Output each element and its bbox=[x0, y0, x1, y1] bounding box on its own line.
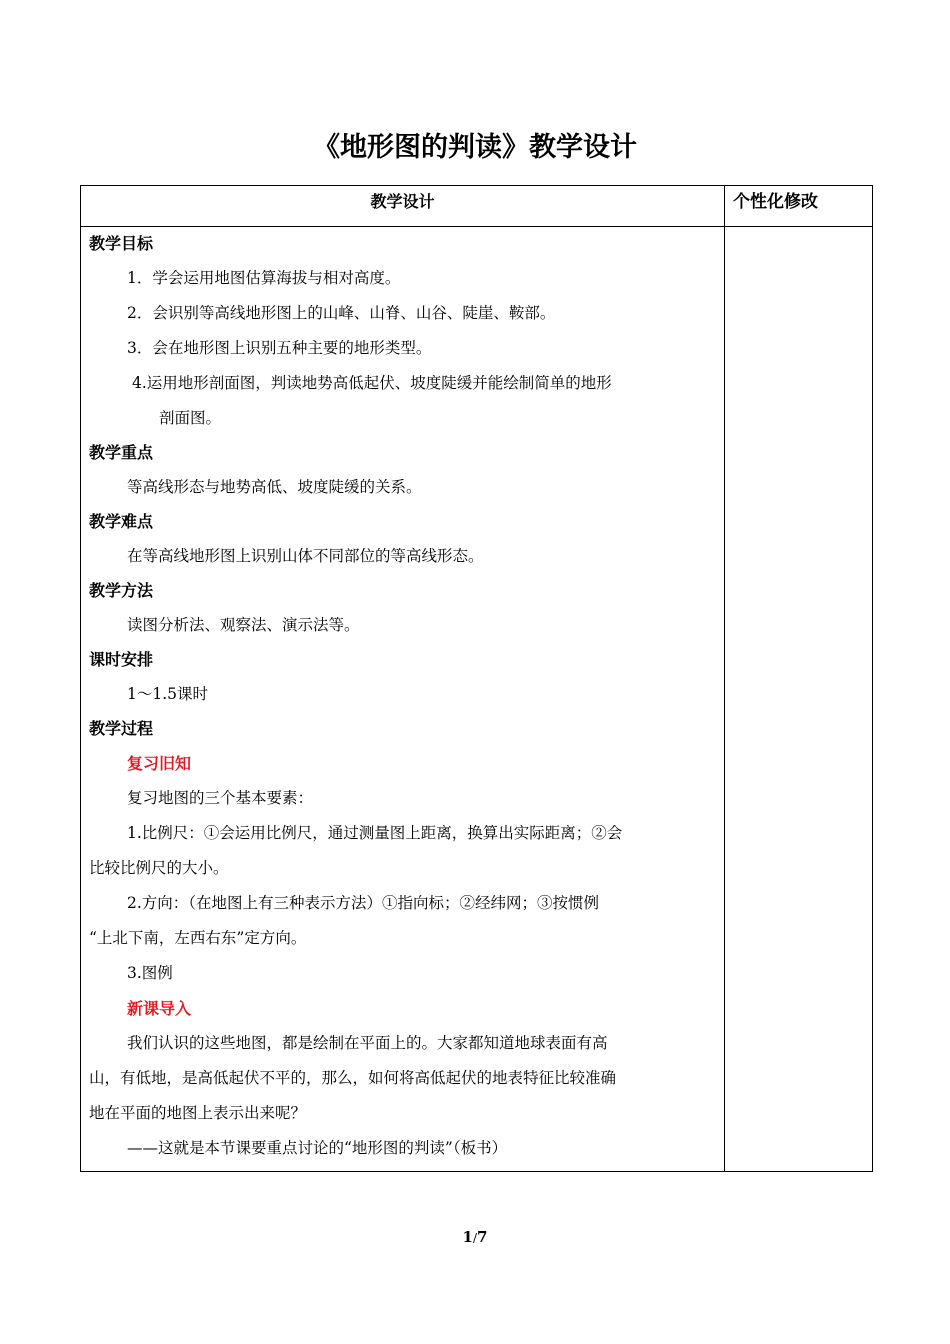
key-points-heading: 教学重点 bbox=[89, 443, 154, 462]
page-separator: / bbox=[472, 1231, 478, 1245]
objective-item-4-line-1: 4.运用地形剖面图，判读地势高低起伏、坡度陡缓并能绘制简单的地形 bbox=[132, 374, 612, 392]
page-number bbox=[0, 1228, 950, 1246]
header-teaching-design: 教学设计 bbox=[81, 186, 725, 227]
objective-item-4-line-2: 剖面图。 bbox=[159, 409, 222, 427]
table-body-row bbox=[81, 227, 873, 1172]
total-pages: 7 bbox=[477, 1228, 488, 1246]
schedule-heading: 课时安排 bbox=[89, 650, 154, 669]
review-intro: 复习地图的三个基本要素： bbox=[127, 789, 314, 807]
intro-line-3: 地在平面的地图上表示出来呢？ bbox=[89, 1104, 307, 1122]
methods-text: 读图分析法、观察法、演示法等。 bbox=[127, 616, 360, 634]
direction-line-1: 2.方向：（在地图上有三种表示方法）①指向标；②经纬网；③按惯例 bbox=[127, 894, 600, 912]
lesson-plan-table bbox=[80, 185, 873, 1172]
teaching-design-content bbox=[81, 227, 725, 1172]
intro-line-1: 我们认识的这些地图，都是绘制在平面上的。大家都知道地球表面有高 bbox=[127, 1034, 608, 1052]
difficulties-text: 在等高线地形图上识别山体不同部位的等高线形态。 bbox=[127, 547, 484, 565]
new-lesson-heading: 新课导入 bbox=[127, 999, 192, 1018]
legend-line: 3.图例 bbox=[127, 964, 173, 982]
table-header-row bbox=[81, 186, 873, 227]
key-points-text: 等高线形态与地势高低、坡度陡缓的关系。 bbox=[127, 478, 422, 496]
personal-edit-column bbox=[725, 227, 873, 1172]
methods-heading: 教学方法 bbox=[89, 581, 154, 600]
scale-line-2: 比较比例尺的大小。 bbox=[89, 859, 229, 877]
intro-line-4: ——这就是本节课要重点讨论的“地形图的判读”（板书） bbox=[127, 1139, 508, 1157]
review-heading: 复习旧知 bbox=[127, 754, 192, 773]
document-title: 《地形图的判读》教学设计 bbox=[313, 132, 637, 163]
difficulties-heading: 教学难点 bbox=[89, 512, 154, 531]
intro-line-2: 山，有低地，是高低起伏不平的，那么，如何将高低起伏的地表特征比较准确 bbox=[89, 1069, 617, 1087]
objectives-heading: 教学目标 bbox=[89, 234, 154, 253]
objective-item-1: 1．学会运用地图估算海拔与相对高度。 bbox=[127, 269, 401, 287]
objective-item-3: 3．会在地形图上识别五种主要的地形类型。 bbox=[127, 339, 432, 357]
process-heading: 教学过程 bbox=[89, 719, 154, 738]
objective-item-2: 2．会识别等高线地形图上的山峰、山脊、山谷、陡崖、鞍部。 bbox=[127, 304, 556, 322]
schedule-text: 1～1.5课时 bbox=[127, 685, 209, 703]
current-page: 1 bbox=[462, 1228, 473, 1246]
header-personal-edit: 个性化修改 bbox=[725, 186, 873, 227]
direction-line-2: “上北下南，左西右东”定方向。 bbox=[89, 929, 307, 947]
scale-line-1: 1.比例尺：①会运用比例尺，通过测量图上距离，换算出实际距离；②会 bbox=[127, 824, 623, 842]
